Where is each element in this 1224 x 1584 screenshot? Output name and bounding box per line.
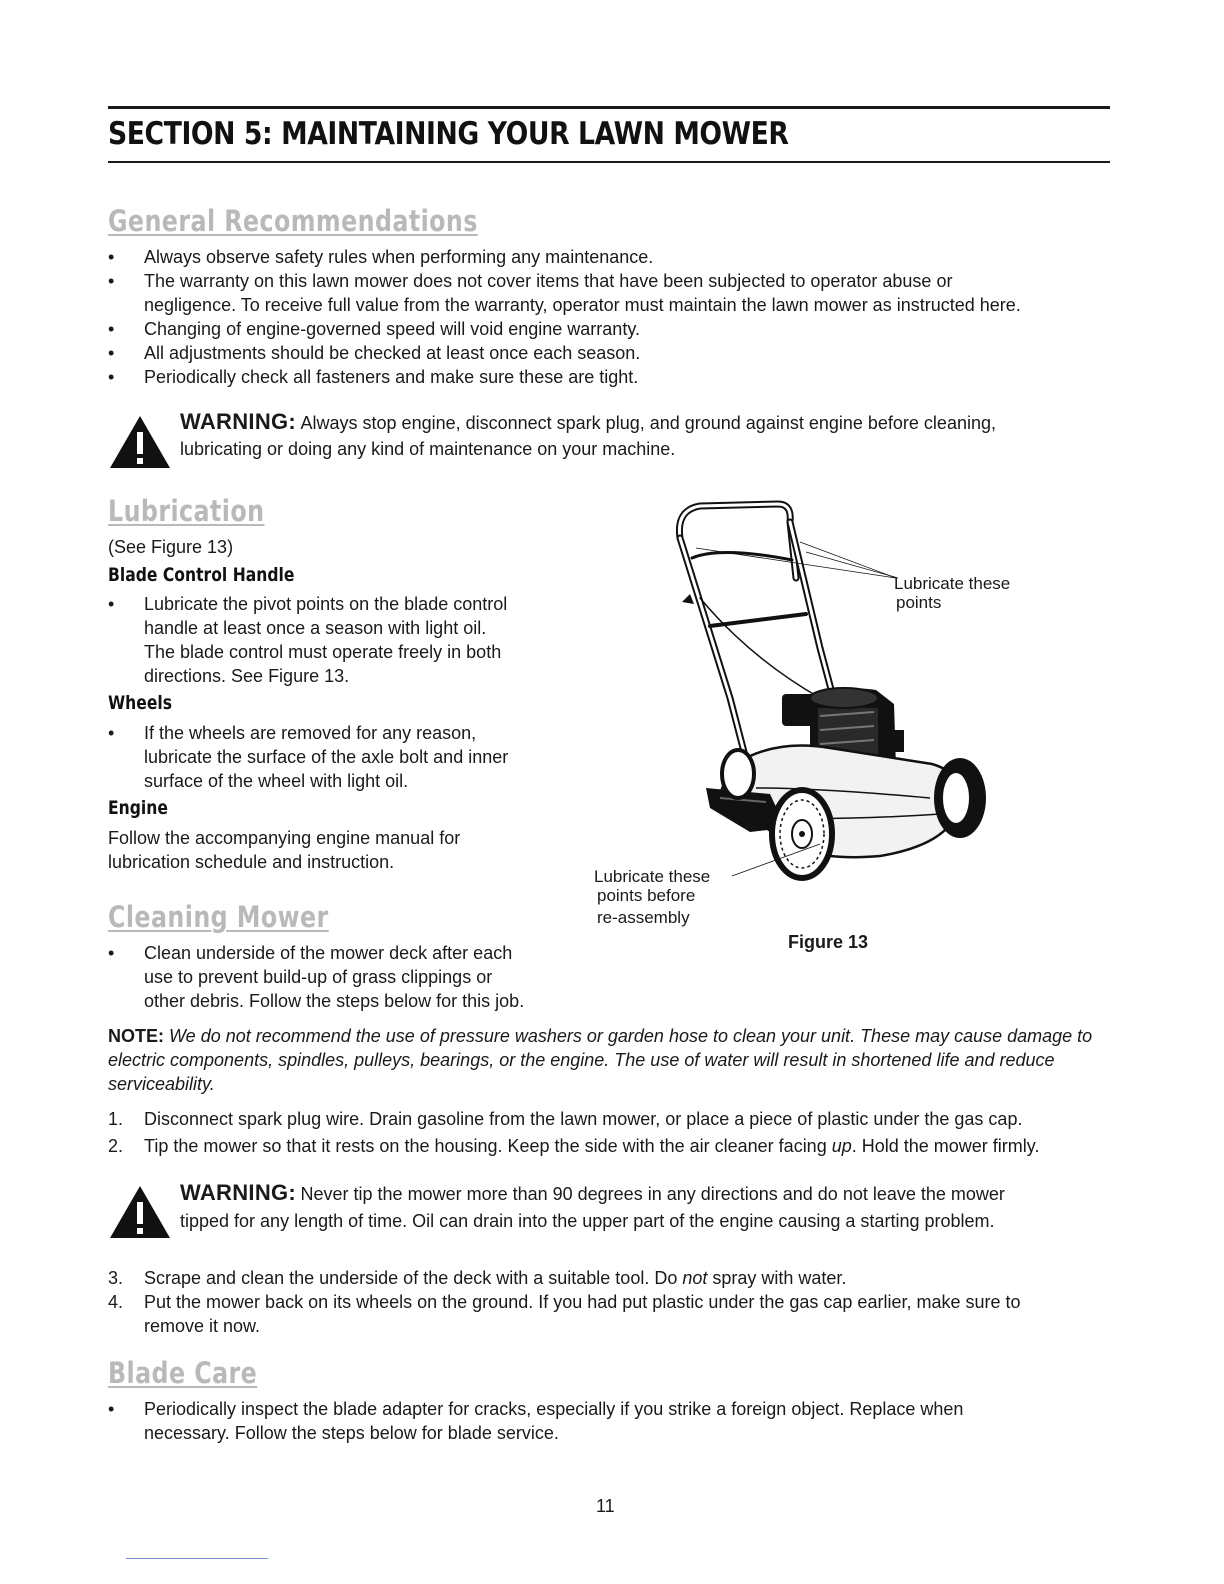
bullet: • <box>108 1399 115 1419</box>
bullet: • <box>108 319 115 339</box>
bullet: • <box>108 271 115 291</box>
cleaning-mower-heading: Cleaning Mower <box>108 900 329 934</box>
figure-label-bottom-line1: Lubricate these <box>594 867 711 886</box>
engine-text-line2: lubrication schedule and instruction. <box>108 852 395 872</box>
section-title: SECTION 5: MAINTAINING YOUR LAWN MOWER <box>108 116 789 152</box>
bullet: • <box>108 367 115 387</box>
warning-2 <box>180 1180 1005 1206</box>
note-text: We do not recommend the use of pressure washers or garden hose to clean your unit. These may cause damage to electric components, spindles, pulleys, bearings, or the engine. The use of water will result in shortened life and reduce serviceability. <box>108 1026 1093 1094</box>
bullet: • <box>108 943 115 963</box>
figure-caption: Figure 13 <box>788 932 869 952</box>
bullet: • <box>108 594 115 614</box>
note-label: NOTE: <box>108 1026 164 1046</box>
figure-label-bottom-line3: re-assembly <box>597 908 690 927</box>
warning-text: Always stop engine, disconnect spark plug, and ground against engine before cleaning, <box>300 413 996 433</box>
warning-label: WARNING: <box>180 1180 297 1205</box>
lubrication-heading: Lubrication <box>108 494 265 528</box>
top-rule <box>108 106 1110 109</box>
warning-text: Never tip the mower more than 90 degrees in any directions and do not leave the mower <box>300 1184 1005 1204</box>
engine-heading: Engine <box>108 797 168 819</box>
see-figure-note: (See Figure 13) <box>108 537 234 557</box>
warning-text-line2: tipped for any length of time. Oil can drain into the upper part of the engine causing a starting problem. <box>180 1211 995 1231</box>
figure-label-top-line1: Lubricate these <box>894 574 1011 593</box>
page-number: 11 <box>596 1496 615 1516</box>
footer-rule <box>126 1558 268 1559</box>
figure-label-top-line2: points <box>896 593 942 612</box>
note-paragraph <box>108 1024 1112 1096</box>
bullet: • <box>108 723 115 743</box>
wheels-heading: Wheels <box>108 692 173 714</box>
general-recommendations-heading: General Recommendations <box>108 204 478 238</box>
figure-label-bottom-line2: points before <box>597 886 696 905</box>
warning-1 <box>180 409 996 435</box>
warning-triangle-icon <box>108 1184 172 1240</box>
lawn-mower-illustration <box>660 498 1000 898</box>
engine-text-line1: Follow the accompanying engine manual for <box>108 828 461 848</box>
warning-label: WARNING: <box>180 409 297 434</box>
title-rule <box>108 161 1110 163</box>
blade-control-handle-heading: Blade Control Handle <box>108 564 295 586</box>
bullet: • <box>108 247 115 267</box>
bullet: • <box>108 343 115 363</box>
blade-care-heading: Blade Care <box>108 1356 258 1390</box>
warning-triangle-icon <box>108 414 172 470</box>
warning-text-line2: lubricating or doing any kind of maintenance on your machine. <box>180 439 676 459</box>
